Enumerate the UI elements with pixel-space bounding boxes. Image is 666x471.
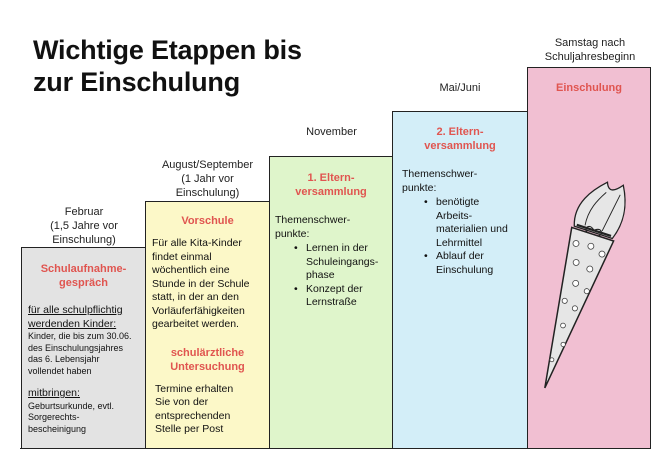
bullet-icon: •	[424, 250, 428, 262]
bullet-icon: •	[424, 196, 428, 208]
baseline	[20, 448, 648, 449]
text-mitbringen: Geburtsurkunde, evtl. Sorgerechts- bescheinigung	[28, 400, 115, 434]
stage-vorschule	[145, 201, 270, 449]
stage-elternversammlung-1	[269, 156, 393, 449]
stage-heading: Vorschule	[181, 215, 234, 227]
subheading-mitbringen: mitbringen:	[28, 387, 80, 399]
bullet-icon: •	[294, 242, 298, 254]
intro-themenschwerpunkte: Themenschwer- punkte:	[275, 214, 351, 240]
subheading-schulpflichtig: für alle schulpflichtig werdenden Kinder:	[28, 304, 123, 330]
stage-schulaufnahmegespraech	[21, 247, 146, 449]
list-item: • benötigte Arbeits- materialien und Lehrmittel	[424, 196, 508, 249]
list-item: • Ablauf der Einschulung	[424, 250, 494, 276]
date-label-august-september: August/September (1 Jahr vor Einschulung)	[161, 159, 254, 199]
school-cone-icon	[542, 172, 642, 422]
date-label-mai-juni: Mai/Juni	[439, 82, 481, 94]
list-item: • Konzept der Lernstraße	[294, 282, 363, 308]
stage-heading: Einschulung	[556, 82, 622, 94]
topics-list	[393, 196, 527, 277]
stage-elternversammlung-2	[392, 111, 528, 449]
title-line-2: zur Einschulung	[33, 67, 241, 97]
page-title	[33, 34, 302, 98]
topics-list	[270, 242, 392, 310]
text-schularzt: Termine erhalten Sie von der entsprechenden Stelle per Post	[155, 382, 234, 435]
date-label-november: November	[306, 126, 357, 138]
date-label-februar: Februar (1,5 Jahre vor Einschulung)	[50, 206, 118, 246]
date-label-einschulung: Samstag nach Schuljahresbeginn	[544, 37, 636, 63]
title-line-1: Wichtige Etappen bis	[33, 35, 302, 65]
stage-heading: 1. Eltern- versammlung	[295, 172, 367, 198]
intro-themenschwerpunkte: Themenschwer- punkte:	[402, 168, 478, 194]
text-schulpflichtig: Kinder, die bis zum 30.06. des Einschulungsjahres das 6. Lebensjahr vollendet haben	[28, 331, 132, 376]
text-vorschule: Für alle Kita-Kinder findet einmal wöchentlich eine Stunde in der Schule statt, in der an den Vorläuferfähigkeiten gearbeitet werden.	[152, 237, 250, 330]
list-item: • Lernen in der Schuleingangs- phase	[294, 242, 379, 281]
stage-heading: 2. Eltern- versammlung	[424, 126, 496, 152]
stage-einschulung	[527, 67, 651, 449]
stage-heading: Schulaufnahme- gespräch	[40, 263, 127, 289]
bullet-icon: •	[294, 282, 298, 295]
heading-schularzt: schulärztliche Untersuchung	[170, 346, 245, 373]
